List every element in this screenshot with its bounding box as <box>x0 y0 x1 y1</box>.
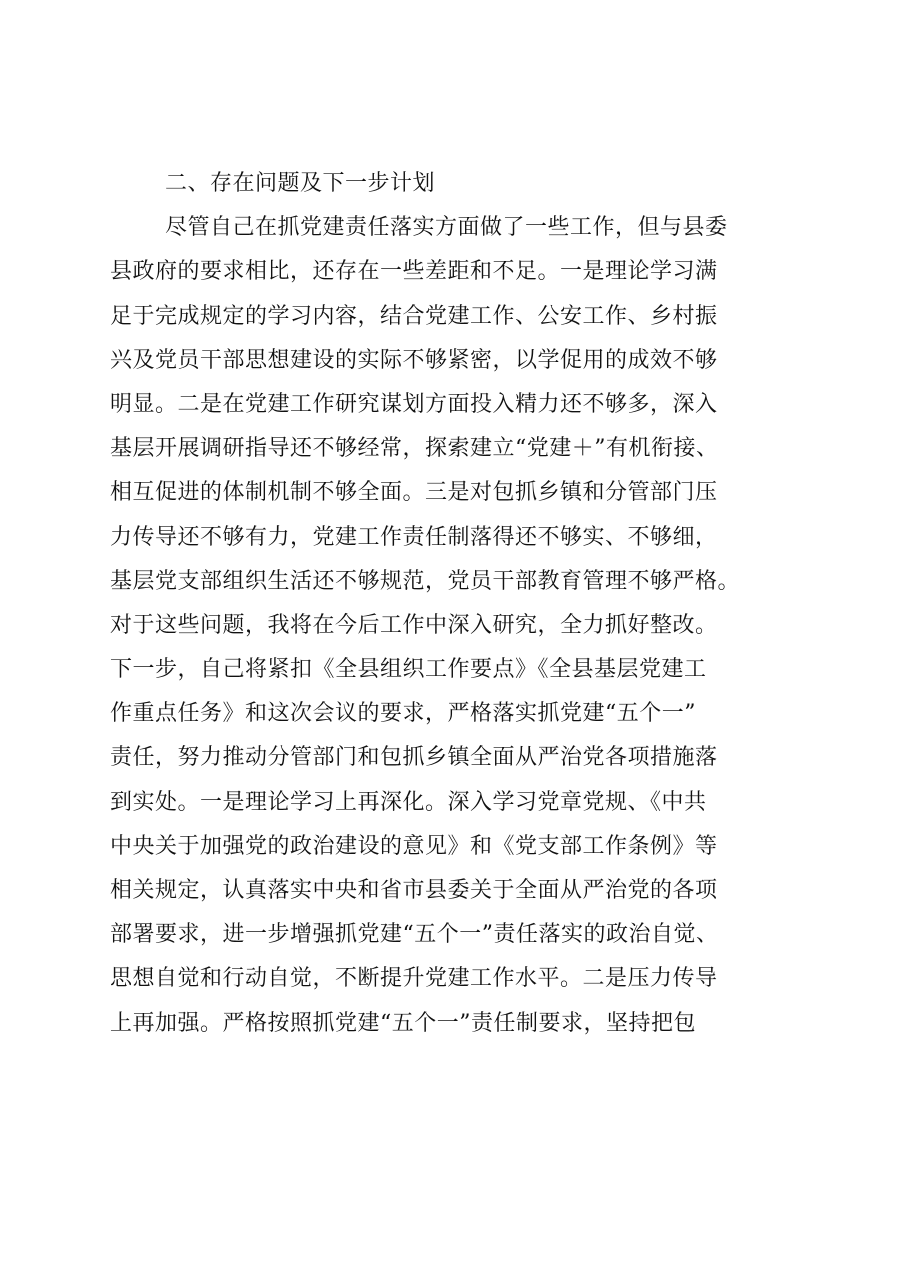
paragraph-line: 基层开展调研指导还不够经常，探索建立“党建＋”有机衔接、 <box>110 436 719 462</box>
paragraph-line: 中央关于加强党的政治建设的意见》和《党支部工作条例》等 <box>110 833 718 859</box>
paragraph-line: 尽管自己在抓党建责任落实方面做了一些工作，但与县委 <box>165 215 728 241</box>
paragraph-line: 上再加强。严格按照抓党建“五个一”责任制要求，坚持把包 <box>110 1010 696 1036</box>
paragraph-line: 下一步，自己将紧扣《全县组织工作要点》《全县基层党建工 <box>110 657 707 683</box>
paragraph-line: 县政府的要求相比，还存在一些差距和不足。一是理论学习满 <box>110 259 718 285</box>
paragraph-line: 足于完成规定的学习内容，结合党建工作、公安工作、乡村振 <box>110 303 718 329</box>
paragraph-line: 相互促进的体制机制不够全面。三是对包抓乡镇和分管部门压 <box>110 480 718 506</box>
paragraph-line: 兴及党员干部思想建设的实际不够紧密，以学促用的成效不够 <box>110 347 718 373</box>
paragraph-line: 相关规定，认真落实中央和省市县委关于全面从严治党的各项 <box>110 878 718 903</box>
paragraph-line: 明显。二是在党建工作研究谋划方面投入精力还不够多，深入 <box>110 391 718 417</box>
section-heading: 二、存在问题及下一步计划 <box>165 171 436 196</box>
paragraph-line: 部署要求，进一步增强抓党建“五个一”责任落实的政治自觉、 <box>110 922 719 948</box>
paragraph-line: 对于这些问题，我将在今后工作中深入研究，全力抓好整改。 <box>110 612 718 638</box>
paragraph-line: 责任，努力推动分管部门和包抓乡镇全面从严治党各项措施落 <box>110 745 718 771</box>
paragraph-line: 作重点任务》和这次会议的要求，严格落实抓党建“五个一” <box>110 701 696 727</box>
document-body <box>110 162 810 1046</box>
paragraph-line: 思想自觉和行动自觉，不断提升党建工作水平。二是压力传导 <box>110 966 718 992</box>
paragraph-line: 基层党支部组织生活还不够规范，党员干部教育管理不够严格。 <box>110 568 741 594</box>
paragraph-line: 到实处。一是理论学习上再深化。深入学习党章党规、《中共 <box>110 789 707 815</box>
paragraph-line: 力传导还不够有力，党建工作责任制落得还不够实、不够细， <box>110 524 718 550</box>
